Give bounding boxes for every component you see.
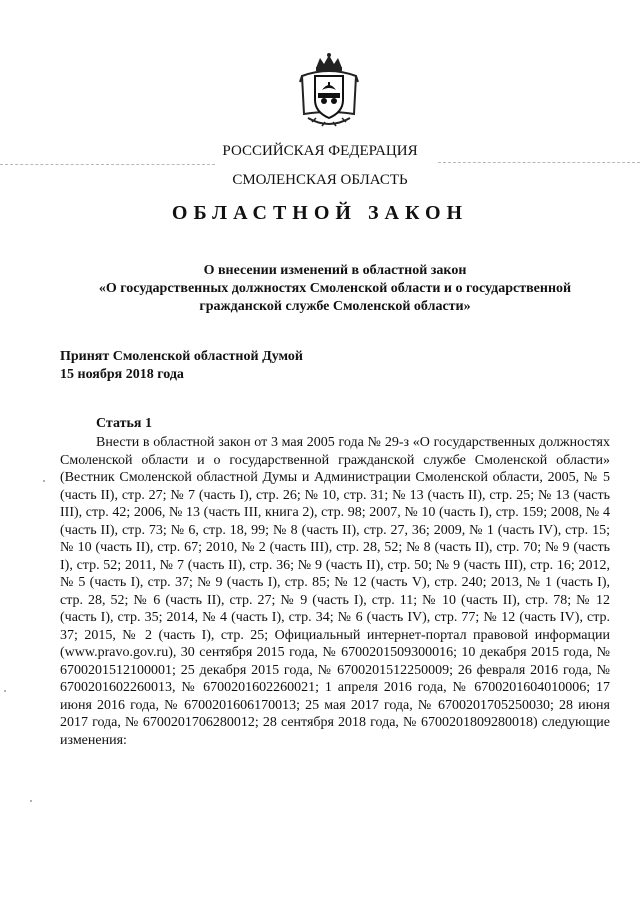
subject-line: «О государственных должностях Смоленской области и о государственной	[98, 281, 572, 296]
subject-line: гражданской службе Смоленской области»	[199, 299, 471, 314]
subject-line: О внесении изменений в областной закон	[203, 263, 467, 278]
law-subject	[60, 262, 610, 316]
scan-artifact-speck	[30, 800, 32, 802]
article-body-text: Внести в областной закон от 3 мая 2005 года № 29-з «О государственных должностях Смоленской области и о государственной гражданской службе Смоленской области» (Вестник Смоленской областной Думы и Администрации Смоленской области, 2005, № 5 (часть II), стр. 27; № 7 (часть I), стр. 26; № 10, стр. 31; № 13 (часть II), стр. 25; № 13 (часть III), стр. 42; 2006, № 13 (часть III, книга 2), стр. 98; 2007, № 10 (часть I), стр. 159; 2008, № 4 (часть II), стр. 73; № 6, стр. 18, 99; № 8 (часть II), стр. 27, 36; 2009, № 1 (часть IV), стр. 15; № 10 (часть II), стр. 67; 2010, № 2 (часть III), стр. 28, 52; № 8 (часть II), стр. 70; № 9 (часть I), стр. 52; 2011, № 7 (часть II), стр. 36; № 9 (часть II), стр. 50; № 9 (часть III), стр. 16; 2012, № 5 (часть I), стр. 37; № 9 (часть I), стр. 85; № 12 (часть V), стр. 240; 2013, № 1 (часть I), стр. 28, 52; № 6 (часть II), стр. 27; № 9 (часть I), стр. 11; № 10 (часть II), стр. 78; № 12 (часть I), стр. 35; 2014, № 4 (часть I), стр. 34; № 6 (часть IV), стр. 77; № 12 (часть IV), стр. 37; 2015, № 2 (часть I), стр. 25; Официальный интернет-портал правовой информации (www.pravo.gov.ru), 30 сентября 2015 года, № 6700201509300016; 10 декабря 2015 года, № 6700201512100001; 25 декабря 2015 года, № 6700201512250009; 26 февраля 2016 года, № 6700201602260013, № 6700201602260021; 1 апреля 2016 года, № 6700201604010006; 17 июня 2016 года, № 6700201606170013; 25 мая 2017 года, № 6700201705250030; 28 июня 2017 года, № 6700201706280012; 28 сентября 2018 года, № 6700201809280018) следующие изменения:	[60, 435, 610, 748]
region-name: СМОЛЕНСКАЯ ОБЛАСТЬ	[232, 172, 408, 188]
scan-artifact-line	[0, 164, 215, 165]
document-type-title: ОБЛАСТНОЙ ЗАКОН	[171, 202, 469, 224]
article-title: Статья 1	[96, 416, 152, 431]
adoption-date: 15 ноября 2018 года	[60, 367, 184, 382]
scan-artifact-speck	[4, 690, 6, 692]
coat-of-arms-emblem	[298, 52, 360, 130]
adoption-note	[60, 348, 460, 384]
adopted-by: Принят Смоленской областной Думой	[60, 349, 303, 364]
scan-artifact-speck	[43, 480, 45, 482]
country-name: РОССИЙСКАЯ ФЕДЕРАЦИЯ	[222, 143, 418, 159]
scan-artifact-line	[438, 162, 640, 163]
